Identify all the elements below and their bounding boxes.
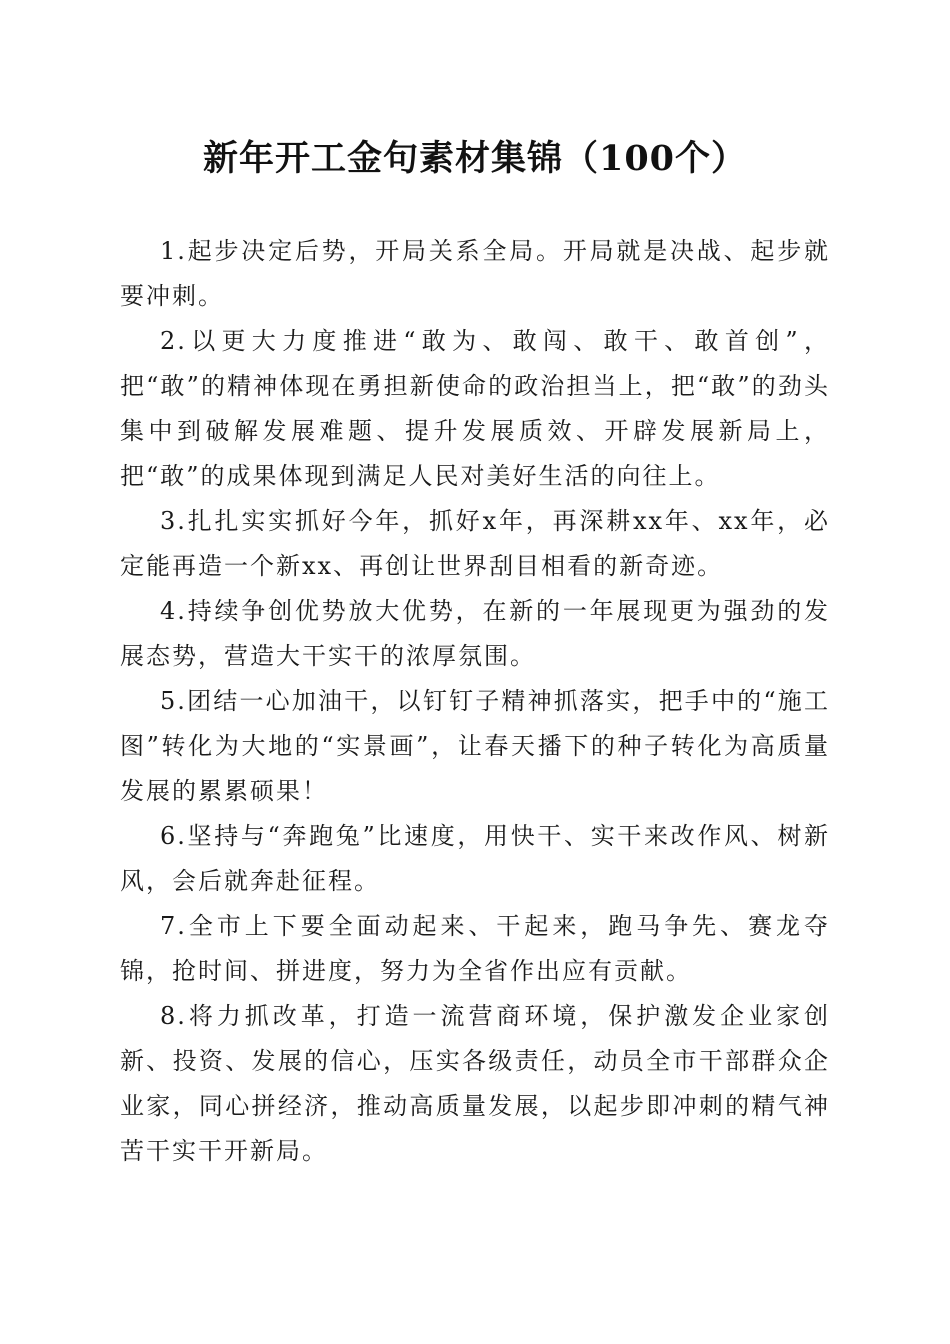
paragraph-item-6: 6.坚持与“奔跑兔”比速度，用快干、实干来改作风、树新风，会后就奔赴征程。: [120, 822, 830, 895]
paragraph-item-7: 7.全市上下要全面动起来、干起来，跑马争先、赛龙夺锦，抢时间、拼进度，努力为全省作出应有贡献。: [120, 912, 830, 985]
paragraph-item-1: 1.起步决定后势，开局关系全局。开局就是决战、起步就要冲刺。: [120, 237, 830, 310]
paragraph-item-4: 4.持续争创优势放大优势，在新的一年展现更为强劲的发展态势，营造大干实干的浓厚氛围。: [120, 597, 830, 670]
document-title: 新年开工金句素材集锦（100个）: [202, 138, 748, 179]
paragraph-item-2: 2.以更大力度推进“敢为、敢闯、敢干、敢首创”，把“敢”的精神体现在勇担新使命的政治担当上，把“敢”的劲头集中到破解发展难题、提升发展质效、开辟发展新局上，把“敢”的成果体现到满足人民对美好生活的向往上。: [120, 327, 830, 490]
paragraph-item-8: 8.将力抓改革，打造一流营商环境，保护激发企业家创新、投资、发展的信心，压实各级责任，动员全市干部群众企业家，同心拼经济，推动高质量发展，以起步即冲刺的精气神苦干实干开新局。: [120, 1002, 830, 1165]
document-body: [120, 229, 830, 1174]
paragraph-item-3: 3.扎扎实实抓好今年，抓好x年，再深耕xx年、xx年，必定能再造一个新xx、再创让世界刮目相看的新奇迹。: [120, 507, 830, 580]
paragraph-item-5: 5.团结一心加油干，以钉钉子精神抓落实，把手中的“施工图”转化为大地的“实景画”，让春天播下的种子转化为高质量发展的累累硕果！: [120, 687, 830, 805]
